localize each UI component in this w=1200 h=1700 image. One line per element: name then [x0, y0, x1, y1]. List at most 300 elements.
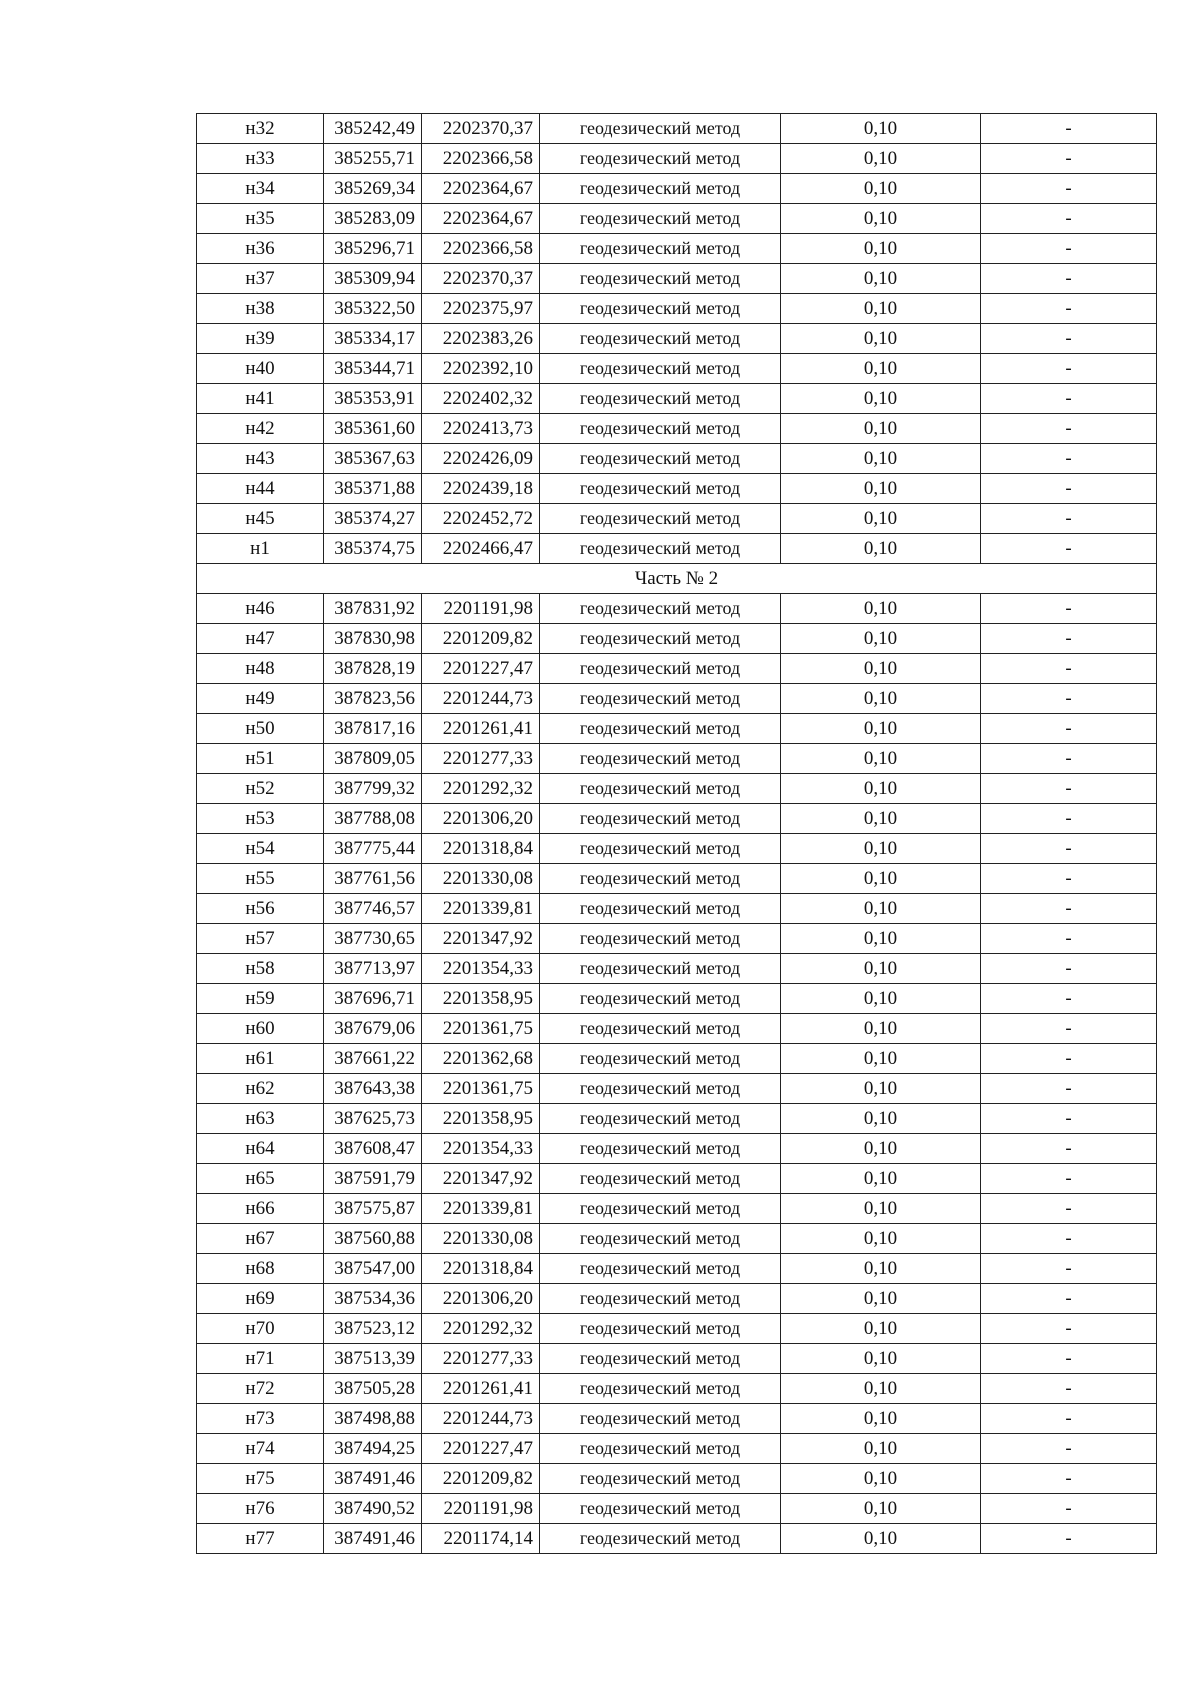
point-cell: н70: [197, 1314, 324, 1344]
table-row: [197, 204, 1157, 234]
y-coordinate-cell: 2202392,10: [422, 354, 540, 384]
point-cell: н76: [197, 1494, 324, 1524]
x-coordinate-cell: 387490,52: [324, 1494, 422, 1524]
table-row: [197, 1134, 1157, 1164]
point-cell: н41: [197, 384, 324, 414]
method-cell: геодезический метод: [540, 444, 781, 474]
method-cell: геодезический метод: [540, 804, 781, 834]
x-coordinate-cell: 385242,49: [324, 114, 422, 144]
x-coordinate-cell: 387817,16: [324, 714, 422, 744]
method-cell: геодезический метод: [540, 684, 781, 714]
point-cell: н60: [197, 1014, 324, 1044]
accuracy-cell: 0,10: [781, 444, 981, 474]
y-coordinate-cell: 2201227,47: [422, 654, 540, 684]
note-cell: -: [981, 204, 1157, 234]
method-cell: геодезический метод: [540, 264, 781, 294]
accuracy-cell: 0,10: [781, 234, 981, 264]
method-cell: геодезический метод: [540, 894, 781, 924]
y-coordinate-cell: 2201318,84: [422, 1254, 540, 1284]
method-cell: геодезический метод: [540, 1014, 781, 1044]
point-cell: н37: [197, 264, 324, 294]
method-cell: геодезический метод: [540, 1224, 781, 1254]
x-coordinate-cell: 387643,38: [324, 1074, 422, 1104]
note-cell: -: [981, 1074, 1157, 1104]
table-row: [197, 474, 1157, 504]
table-row: [197, 1314, 1157, 1344]
y-coordinate-cell: 2201358,95: [422, 984, 540, 1014]
method-cell: геодезический метод: [540, 1314, 781, 1344]
x-coordinate-cell: 385309,94: [324, 264, 422, 294]
point-cell: н42: [197, 414, 324, 444]
y-coordinate-cell: 2201292,32: [422, 774, 540, 804]
table-row: [197, 804, 1157, 834]
accuracy-cell: 0,10: [781, 894, 981, 924]
point-cell: н59: [197, 984, 324, 1014]
x-coordinate-cell: 387494,25: [324, 1434, 422, 1464]
accuracy-cell: 0,10: [781, 1464, 981, 1494]
y-coordinate-cell: 2201261,41: [422, 714, 540, 744]
y-coordinate-cell: 2201244,73: [422, 1404, 540, 1434]
accuracy-cell: 0,10: [781, 204, 981, 234]
accuracy-cell: 0,10: [781, 744, 981, 774]
note-cell: -: [981, 1404, 1157, 1434]
y-coordinate-cell: 2201330,08: [422, 1224, 540, 1254]
note-cell: -: [981, 1014, 1157, 1044]
accuracy-cell: 0,10: [781, 354, 981, 384]
table-row: [197, 1284, 1157, 1314]
x-coordinate-cell: 387830,98: [324, 624, 422, 654]
table-row: [197, 864, 1157, 894]
table-row: [197, 774, 1157, 804]
point-cell: н35: [197, 204, 324, 234]
method-cell: геодезический метод: [540, 1374, 781, 1404]
x-coordinate-cell: 385353,91: [324, 384, 422, 414]
x-coordinate-cell: 385361,60: [324, 414, 422, 444]
accuracy-cell: 0,10: [781, 414, 981, 444]
y-coordinate-cell: 2201339,81: [422, 894, 540, 924]
point-cell: н51: [197, 744, 324, 774]
method-cell: геодезический метод: [540, 624, 781, 654]
point-cell: н50: [197, 714, 324, 744]
x-coordinate-cell: 387608,47: [324, 1134, 422, 1164]
method-cell: геодезический метод: [540, 744, 781, 774]
y-coordinate-cell: 2201354,33: [422, 1134, 540, 1164]
note-cell: -: [981, 1434, 1157, 1464]
note-cell: -: [981, 174, 1157, 204]
table-row: [197, 1464, 1157, 1494]
x-coordinate-cell: 387696,71: [324, 984, 422, 1014]
note-cell: -: [981, 414, 1157, 444]
method-cell: геодезический метод: [540, 1464, 781, 1494]
note-cell: -: [981, 954, 1157, 984]
note-cell: -: [981, 384, 1157, 414]
note-cell: -: [981, 744, 1157, 774]
note-cell: -: [981, 834, 1157, 864]
x-coordinate-cell: 385374,75: [324, 534, 422, 564]
x-coordinate-cell: 385367,63: [324, 444, 422, 474]
table-row: [197, 294, 1157, 324]
accuracy-cell: 0,10: [781, 654, 981, 684]
y-coordinate-cell: 2201330,08: [422, 864, 540, 894]
accuracy-cell: 0,10: [781, 714, 981, 744]
point-cell: н52: [197, 774, 324, 804]
point-cell: н65: [197, 1164, 324, 1194]
note-cell: -: [981, 1044, 1157, 1074]
method-cell: геодезический метод: [540, 504, 781, 534]
accuracy-cell: 0,10: [781, 384, 981, 414]
y-coordinate-cell: 2201306,20: [422, 1284, 540, 1314]
point-cell: н54: [197, 834, 324, 864]
table-row: [197, 1044, 1157, 1074]
table-row: [197, 594, 1157, 624]
note-cell: -: [981, 1164, 1157, 1194]
method-cell: геодезический метод: [540, 1284, 781, 1314]
accuracy-cell: 0,10: [781, 1194, 981, 1224]
accuracy-cell: 0,10: [781, 294, 981, 324]
accuracy-cell: 0,10: [781, 774, 981, 804]
table-row: [197, 624, 1157, 654]
x-coordinate-cell: 387498,88: [324, 1404, 422, 1434]
y-coordinate-cell: 2202383,26: [422, 324, 540, 354]
table-row: [197, 1254, 1157, 1284]
note-cell: -: [981, 594, 1157, 624]
point-cell: н71: [197, 1344, 324, 1374]
note-cell: -: [981, 774, 1157, 804]
accuracy-cell: 0,10: [781, 864, 981, 894]
point-cell: н44: [197, 474, 324, 504]
table-row: [197, 684, 1157, 714]
point-cell: н62: [197, 1074, 324, 1104]
method-cell: геодезический метод: [540, 1494, 781, 1524]
method-cell: геодезический метод: [540, 114, 781, 144]
table-body-part-2: [197, 594, 1157, 1554]
coordinates-table: [196, 113, 1157, 1554]
table-row: [197, 954, 1157, 984]
y-coordinate-cell: 2201174,14: [422, 1524, 540, 1554]
table-row: [197, 1524, 1157, 1554]
y-coordinate-cell: 2201191,98: [422, 1494, 540, 1524]
note-cell: -: [981, 264, 1157, 294]
point-cell: н77: [197, 1524, 324, 1554]
point-cell: н45: [197, 504, 324, 534]
x-coordinate-cell: 385255,71: [324, 144, 422, 174]
x-coordinate-cell: 387547,00: [324, 1254, 422, 1284]
x-coordinate-cell: 387523,12: [324, 1314, 422, 1344]
point-cell: н43: [197, 444, 324, 474]
table-row: [197, 114, 1157, 144]
table-row: [197, 984, 1157, 1014]
point-cell: н40: [197, 354, 324, 384]
x-coordinate-cell: 387799,32: [324, 774, 422, 804]
accuracy-cell: 0,10: [781, 1344, 981, 1374]
accuracy-cell: 0,10: [781, 1524, 981, 1554]
x-coordinate-cell: 387505,28: [324, 1374, 422, 1404]
point-cell: н55: [197, 864, 324, 894]
note-cell: -: [981, 1464, 1157, 1494]
note-cell: -: [981, 984, 1157, 1014]
table-row: [197, 714, 1157, 744]
note-cell: -: [981, 504, 1157, 534]
method-cell: геодезический метод: [540, 924, 781, 954]
point-cell: н56: [197, 894, 324, 924]
note-cell: -: [981, 534, 1157, 564]
method-cell: геодезический метод: [540, 834, 781, 864]
x-coordinate-cell: 385374,27: [324, 504, 422, 534]
x-coordinate-cell: 387746,57: [324, 894, 422, 924]
y-coordinate-cell: 2201361,75: [422, 1014, 540, 1044]
x-coordinate-cell: 387809,05: [324, 744, 422, 774]
y-coordinate-cell: 2202370,37: [422, 264, 540, 294]
accuracy-cell: 0,10: [781, 1134, 981, 1164]
y-coordinate-cell: 2201358,95: [422, 1104, 540, 1134]
method-cell: геодезический метод: [540, 594, 781, 624]
y-coordinate-cell: 2201227,47: [422, 1434, 540, 1464]
x-coordinate-cell: 387828,19: [324, 654, 422, 684]
note-cell: -: [981, 1524, 1157, 1554]
y-coordinate-cell: 2201347,92: [422, 924, 540, 954]
accuracy-cell: 0,10: [781, 114, 981, 144]
method-cell: геодезический метод: [540, 384, 781, 414]
method-cell: геодезический метод: [540, 324, 781, 354]
point-cell: н74: [197, 1434, 324, 1464]
note-cell: -: [981, 1254, 1157, 1284]
note-cell: -: [981, 234, 1157, 264]
y-coordinate-cell: 2202452,72: [422, 504, 540, 534]
note-cell: -: [981, 1344, 1157, 1374]
method-cell: геодезический метод: [540, 654, 781, 684]
note-cell: -: [981, 624, 1157, 654]
table-row: [197, 924, 1157, 954]
method-cell: геодезический метод: [540, 774, 781, 804]
table-row: [197, 1374, 1157, 1404]
y-coordinate-cell: 2202366,58: [422, 234, 540, 264]
method-cell: геодезический метод: [540, 474, 781, 504]
accuracy-cell: 0,10: [781, 174, 981, 204]
x-coordinate-cell: 387730,65: [324, 924, 422, 954]
x-coordinate-cell: 387560,88: [324, 1224, 422, 1254]
y-coordinate-cell: 2201261,41: [422, 1374, 540, 1404]
accuracy-cell: 0,10: [781, 1494, 981, 1524]
method-cell: геодезический метод: [540, 234, 781, 264]
note-cell: -: [981, 894, 1157, 924]
accuracy-cell: 0,10: [781, 1014, 981, 1044]
point-cell: н39: [197, 324, 324, 354]
point-cell: н63: [197, 1104, 324, 1134]
note-cell: -: [981, 444, 1157, 474]
y-coordinate-cell: 2201361,75: [422, 1074, 540, 1104]
accuracy-cell: 0,10: [781, 264, 981, 294]
point-cell: н73: [197, 1404, 324, 1434]
y-coordinate-cell: 2201209,82: [422, 624, 540, 654]
table-row: [197, 1014, 1157, 1044]
y-coordinate-cell: 2202426,09: [422, 444, 540, 474]
y-coordinate-cell: 2201318,84: [422, 834, 540, 864]
table-row: [197, 1494, 1157, 1524]
accuracy-cell: 0,10: [781, 1434, 981, 1464]
point-cell: н36: [197, 234, 324, 264]
point-cell: н48: [197, 654, 324, 684]
y-coordinate-cell: 2201191,98: [422, 594, 540, 624]
note-cell: -: [981, 1134, 1157, 1164]
point-cell: н64: [197, 1134, 324, 1164]
accuracy-cell: 0,10: [781, 624, 981, 654]
table-row: [197, 144, 1157, 174]
table-row: [197, 414, 1157, 444]
x-coordinate-cell: 385296,71: [324, 234, 422, 264]
note-cell: -: [981, 1104, 1157, 1134]
method-cell: геодезический метод: [540, 954, 781, 984]
method-cell: геодезический метод: [540, 1434, 781, 1464]
y-coordinate-cell: 2201354,33: [422, 954, 540, 984]
method-cell: геодезический метод: [540, 1134, 781, 1164]
method-cell: геодезический метод: [540, 1164, 781, 1194]
x-coordinate-cell: 387575,87: [324, 1194, 422, 1224]
note-cell: -: [981, 1494, 1157, 1524]
table-row: [197, 174, 1157, 204]
accuracy-cell: 0,10: [781, 1224, 981, 1254]
table-row: [197, 1224, 1157, 1254]
point-cell: н53: [197, 804, 324, 834]
x-coordinate-cell: 387775,44: [324, 834, 422, 864]
section-row: [197, 564, 1157, 594]
x-coordinate-cell: 387591,79: [324, 1164, 422, 1194]
method-cell: геодезический метод: [540, 1074, 781, 1104]
x-coordinate-cell: 385322,50: [324, 294, 422, 324]
x-coordinate-cell: 385283,09: [324, 204, 422, 234]
y-coordinate-cell: 2202375,97: [422, 294, 540, 324]
accuracy-cell: 0,10: [781, 954, 981, 984]
point-cell: н67: [197, 1224, 324, 1254]
method-cell: геодезический метод: [540, 144, 781, 174]
accuracy-cell: 0,10: [781, 924, 981, 954]
y-coordinate-cell: 2202370,37: [422, 114, 540, 144]
y-coordinate-cell: 2201362,68: [422, 1044, 540, 1074]
point-cell: н68: [197, 1254, 324, 1284]
y-coordinate-cell: 2201292,32: [422, 1314, 540, 1344]
table-row: [197, 444, 1157, 474]
y-coordinate-cell: 2202439,18: [422, 474, 540, 504]
accuracy-cell: 0,10: [781, 1044, 981, 1074]
method-cell: геодезический метод: [540, 1524, 781, 1554]
y-coordinate-cell: 2202364,67: [422, 174, 540, 204]
note-cell: -: [981, 474, 1157, 504]
method-cell: геодезический метод: [540, 174, 781, 204]
method-cell: геодезический метод: [540, 1344, 781, 1374]
method-cell: геодезический метод: [540, 414, 781, 444]
x-coordinate-cell: 387831,92: [324, 594, 422, 624]
x-coordinate-cell: 387534,36: [324, 1284, 422, 1314]
table-row: [197, 1194, 1157, 1224]
method-cell: геодезический метод: [540, 294, 781, 324]
accuracy-cell: 0,10: [781, 1404, 981, 1434]
y-coordinate-cell: 2201244,73: [422, 684, 540, 714]
y-coordinate-cell: 2201339,81: [422, 1194, 540, 1224]
table-row: [197, 654, 1157, 684]
table-row: [197, 354, 1157, 384]
point-cell: н57: [197, 924, 324, 954]
accuracy-cell: 0,10: [781, 1314, 981, 1344]
table-section-header: [197, 564, 1157, 594]
method-cell: геодезический метод: [540, 1254, 781, 1284]
point-cell: н61: [197, 1044, 324, 1074]
point-cell: н38: [197, 294, 324, 324]
table-row: [197, 534, 1157, 564]
accuracy-cell: 0,10: [781, 324, 981, 354]
x-coordinate-cell: 387513,39: [324, 1344, 422, 1374]
x-coordinate-cell: 385344,71: [324, 354, 422, 384]
x-coordinate-cell: 387713,97: [324, 954, 422, 984]
method-cell: геодезический метод: [540, 534, 781, 564]
accuracy-cell: 0,10: [781, 1374, 981, 1404]
note-cell: -: [981, 654, 1157, 684]
x-coordinate-cell: 387823,56: [324, 684, 422, 714]
table-row: [197, 1104, 1157, 1134]
table-row: [197, 894, 1157, 924]
table-row: [197, 834, 1157, 864]
note-cell: -: [981, 1374, 1157, 1404]
x-coordinate-cell: 387788,08: [324, 804, 422, 834]
method-cell: геодезический метод: [540, 714, 781, 744]
table-row: [197, 1404, 1157, 1434]
point-cell: н72: [197, 1374, 324, 1404]
table-row: [197, 1074, 1157, 1104]
note-cell: -: [981, 144, 1157, 174]
note-cell: -: [981, 114, 1157, 144]
y-coordinate-cell: 2201209,82: [422, 1464, 540, 1494]
method-cell: геодезический метод: [540, 1104, 781, 1134]
x-coordinate-cell: 387761,56: [324, 864, 422, 894]
table-row: [197, 384, 1157, 414]
y-coordinate-cell: 2202366,58: [422, 144, 540, 174]
accuracy-cell: 0,10: [781, 1254, 981, 1284]
accuracy-cell: 0,10: [781, 804, 981, 834]
table-row: [197, 504, 1157, 534]
section-title: Часть № 2: [197, 564, 1157, 594]
accuracy-cell: 0,10: [781, 1074, 981, 1104]
note-cell: -: [981, 1224, 1157, 1254]
table-row: [197, 1344, 1157, 1374]
x-coordinate-cell: 387625,73: [324, 1104, 422, 1134]
x-coordinate-cell: 387679,06: [324, 1014, 422, 1044]
method-cell: геодезический метод: [540, 1194, 781, 1224]
note-cell: -: [981, 804, 1157, 834]
y-coordinate-cell: 2201347,92: [422, 1164, 540, 1194]
y-coordinate-cell: 2201306,20: [422, 804, 540, 834]
note-cell: -: [981, 294, 1157, 324]
y-coordinate-cell: 2201277,33: [422, 1344, 540, 1374]
table-body-part-1: [197, 114, 1157, 564]
method-cell: геодезический метод: [540, 1404, 781, 1434]
x-coordinate-cell: 385269,34: [324, 174, 422, 204]
method-cell: геодезический метод: [540, 984, 781, 1014]
point-cell: н47: [197, 624, 324, 654]
point-cell: н69: [197, 1284, 324, 1314]
point-cell: н49: [197, 684, 324, 714]
accuracy-cell: 0,10: [781, 504, 981, 534]
accuracy-cell: 0,10: [781, 684, 981, 714]
note-cell: -: [981, 924, 1157, 954]
y-coordinate-cell: 2202413,73: [422, 414, 540, 444]
accuracy-cell: 0,10: [781, 474, 981, 504]
note-cell: -: [981, 1284, 1157, 1314]
note-cell: -: [981, 1314, 1157, 1344]
accuracy-cell: 0,10: [781, 534, 981, 564]
x-coordinate-cell: 387491,46: [324, 1524, 422, 1554]
table-row: [197, 324, 1157, 354]
accuracy-cell: 0,10: [781, 1284, 981, 1314]
note-cell: -: [981, 354, 1157, 384]
point-cell: н33: [197, 144, 324, 174]
